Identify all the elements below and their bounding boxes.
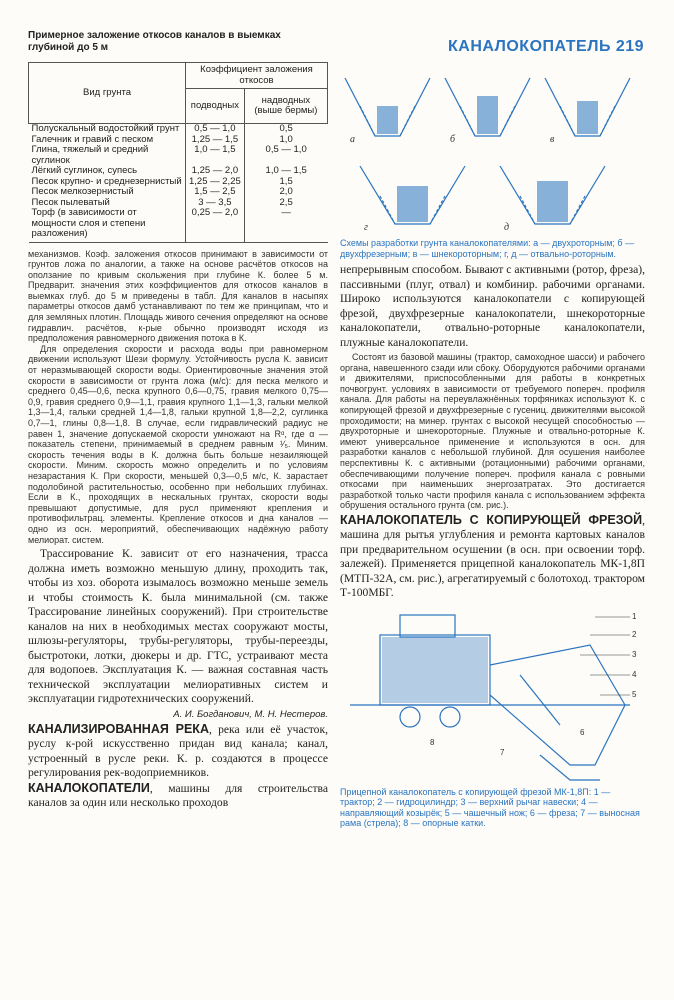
entry-kanalokopatel-frezoy [340,513,645,601]
table-body [29,124,328,243]
scheme-label: в [550,134,555,145]
table-row [29,208,328,242]
part-label: 5 [632,689,637,699]
part-label: 3 [632,649,637,659]
figure-1-caption: Схемы разработки грунта каналокопателями: а — двухроторным; б — двухфрезерным; в — шнекороторным; г, д — отвально-роторным. [340,238,635,259]
col-soil-header: Вид грунта [29,63,186,124]
figure-trailed-channel-digger [340,605,645,785]
part-label: 7 [500,747,505,757]
entry-head: КАНАЛОКОПАТЕЛИ [28,780,150,795]
excavation-schemes-drawing [340,66,640,236]
above-cell: 2,0 [244,187,327,198]
above-cell: 1,0 [244,135,327,146]
soil-cell: Песок мелкозернистый [31,186,134,197]
right-paragraph-1: непрерывным способом. Бывают с активными (ротор, фреза), пассивными (плуг, отвал) и комбинир. рабочими органами. Широко используются каналокопатели с копирующей фрезой, двухфрезерные каналокопатели, шнекороторные каналокопатели, отвально-роторные каналокопатели, плужные каналокопатели. [340,263,645,349]
under-cell: 3 — 3,5 [186,198,245,209]
figure-2-caption: Прицепной каналокопатель с копирующей фрезой МК-1,8П: 1 — трактор; 2 — гидроцилиндр; 3 — верхний рычаг навески; 4 — направляющий козырёк; 5 — чашечный нож; 6 — фреза; 7 — выносная рама (стрела); 8 — опорные катки. [340,786,640,829]
scheme-label: г [364,222,368,233]
table-title: Примерное заложение откосов каналов в выемках глубиной до 5 м [28,30,281,53]
table-row [29,124,328,135]
soil-cell: Галечник и гравий с песком [31,133,154,145]
channel-digger-drawing [340,605,640,785]
under-cell: 1,0 — 1,5 [186,145,245,166]
part-label: 8 [430,737,435,747]
above-cell: — [244,208,327,242]
above-cell: 0,5 — 1,0 [244,145,327,166]
right-paragraph-2: Состоят из базовой машины (трактор, самоходное шасси) и рабочего органа, навешенного сзади или сбоку. Оборудуются рабочими органами и движителями, приспособленными для работы в конкретных почвогрунт. условиях в зависимости от требуемого попереч. профиля канала. Для работы на переувлажнённых торфяниках используют К. с копирующей фрезой и двухфрезерные с гусениц. движителями высокой проходимости; на минер. грунтах с высокой несущей способностью — двухроторные и шнекороторные. Плужные и отвально-роторные К. имеют универсальное применение и используются в осн. для разработки каналов с небольшой глубиной. Для осушения наиболее перспективны К. с активными (ротационными) рабочими органами, обеспечивающими получение попереч. профиля канала с ровными откосами при наименьших энергозатратах. Это достигается разработкой только части профиля канала с использованием эффекта обрушения остального грунта (см. рис.). [340,352,645,511]
soil-cell: Лёгкий суглинок, супесь [31,165,138,176]
under-cell: 1,5 — 2,5 [186,187,245,198]
under-cell: 0,25 — 2,0 [186,208,245,242]
part-label: 6 [580,727,585,737]
part-label: 4 [632,669,637,679]
entry-kanalokopateli [28,781,328,811]
article-author: А. И. Богданович, М. Н. Нестеров. [173,708,328,720]
table-row [29,166,328,177]
left-column [28,30,328,811]
soil-cell: Песок пылеватый [31,196,110,208]
scheme-label: б [450,134,456,145]
scheme-label: д [504,222,510,233]
entry-kanalizirovannaya-reka [28,722,328,781]
part-label: 1 [632,611,637,621]
part-label: 2 [632,629,637,639]
entry-head: КАНАЛОКОПАТЕЛЬ С КОПИРУЮЩЕЙ ФРЕЗОЙ [340,512,643,527]
figure-excavation-schemes [340,66,645,236]
col-above-header: надводных (выше бермы) [244,89,327,124]
above-cell: 0,5 [244,124,327,135]
entry-head: КАНАЛИЗИРОВАННАЯ РЕКА [28,721,209,736]
under-cell: 0,5 — 1,0 [186,124,245,135]
above-cell: 1,0 — 1,5 [244,166,327,177]
under-cell: 1,25 — 2,25 [186,177,245,188]
table-row [29,187,328,198]
entry-text: , машины для строительства каналов за один или несколько проходов [28,781,328,810]
under-cell: 1,25 — 2,0 [186,166,245,177]
col-under-header: подводных [186,89,245,124]
left-paragraph-1: механизмов. Коэф. заложения откосов принимают в зависимости от грунтов ложа по аналогии, а также на основе расчётов откосов на оползание по кривым скольжения при глубине К. более 5 м. Предварит. значения этих коэффициентов для откосов каналов в выемках глуб. до 5 м приведены в табл. Для каналов в насыпях параметры откосов дамб устанавливают по тем же принципам, что и для земляных плотин. Площадь живого сечения определяют на основе гидравлич. расчётов, к-рые обычно производят исходя из предположения равномерного движения потока в К. [28,248,328,344]
entry-text: , река или её участок, руслу к-рой искусственно придан вид канала; канал, устроенный в русле реки. К. р. создаются в процессе регулирования рек-водоприемников. [28,722,328,780]
left-paragraph-3: Трассирование К. зависит от его назначения, трасса должна иметь возможно меньшую длину, проходить так, чтобы из хоз. оборота изымалось возможно меньше земель и чтобы стоимость К. была минимальной (см. также Трассирование линейных сооружений). При строительстве каналов на них в необходимых местах сооружают мосты, шлюзы-регуляторы, трубы-регуляторы, трубы-переезды, быстротоки, лотки, дюкеры и др. ГТС, устраивают места для водопоев. Эксплуатация К. — важная составная часть технической эксплуатации мелиоративных систем и эксплуатации гидротехнических сооружений. [28,547,328,706]
under-cell: 1,25 — 1,5 [186,135,245,146]
col-coef-header: Коэффициент заложения откосов [186,63,328,89]
entry-text: , машина для рытья углубления и ремонта картовых каналов при предварительном осушении (в осн. при освоении торф. залежей). Применяется прицепной каналокопатель МК-1,8П (МТП-32А, см. рис.), агрегатируемый с болотоход. трактором Т-100МБГ. [340,513,645,600]
slope-table [28,62,328,243]
left-paragraph-2: Для определения скорости и расхода воды при равномерном движении используют Шези формулу. Устойчивость русла К. зависит от неразмывающей скорости воды. Ориентировочные значения этой скорости в зависимости от грунта ложа (м/с): для песка мелкого и среднего 0,45—0,6, песка крупного 0,6—0,75, гравия мелкого 0,75—0,9, гравия среднего 0,9—1,1, гравия крупного 1,1—1,3, гальки мелкой 1,3—1,4, гальки средней 1,4—1,8, гальки крупной 1,8—2,2, суглинка 0,7—1, глины 0,8—1,8. В случае, если гидравлический радиус не равен 1, значение допускаемой скорости умножают на Rᵅ, где α — показатель степени, принимаемый в среднем равным ¹⁄₅. Миним. скорость течения воды в К. должна быть больше незаиляющей скорости. Миним. скорость можно определить и по условиям незарастания К. При скорости, меньшей 0,3—0,5 м/с, К. зарастает подолобиной растительностью, особенно при небольших глубинах. Если в К., проходящих в нескальных грунтах, скорости воды превышают допустимые, для русл применяют крепления и противофильтрац. элементы. Крепление откосов и дна каналов — одно из осн. мероприятий, обеспечивающих надёжную работу мелиорат. систем. [28,343,328,545]
soil-cell: Торф (в зависимости от мощности слоя и степени разложения) [29,208,186,242]
soil-cell: Песок крупно- и среднезернистый [31,175,182,187]
above-cell: 1,5 [244,177,327,188]
soil-cell: Полускальный водостойкий грунт [31,123,180,134]
scheme-label: а [350,134,355,145]
table-row [29,145,328,166]
right-column [340,30,645,829]
soil-cell: Глина, тяжелый и средний суглинок [31,144,149,166]
above-cell: 2,5 [244,198,327,209]
page-header: КАНАЛОКОПАТЕЛЬ 219 [448,38,645,55]
